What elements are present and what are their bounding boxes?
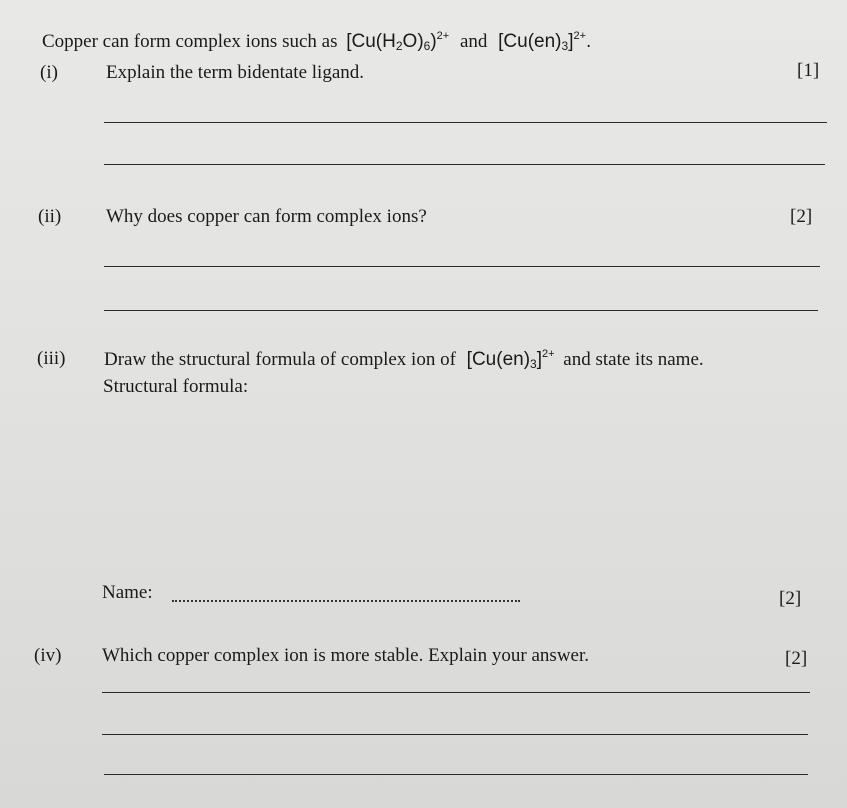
part-iii-question: Draw the structural formula of complex ion of $[Cu(en)_3]^{2+}$ and state its name. [104,348,704,371]
part-iii-number: (iii) [37,348,66,369]
name-label: Name: [102,582,153,603]
part-iv-question: Which copper complex ion is more stable. Explain your answer. [102,645,590,666]
name-answer-field[interactable] [172,600,520,602]
structural-formula-label: Structural formula: [103,376,249,397]
part-i-marks: [1] [797,60,820,81]
part-ii-question: Why does copper can form complex ions? [106,206,427,227]
intro-line [42,30,591,53]
answer-line[interactable] [104,774,808,775]
part-ii-marks: [2] [790,206,813,227]
part-iii-marks: [2] [779,588,802,609]
ion-tris-en-inline: $[Cu(en)_3]^{2+}$ [466,348,555,371]
answer-line[interactable] [102,734,808,735]
part-i-question: Explain the term bidentate ligand. [106,62,365,83]
answer-line[interactable] [104,122,827,123]
part-i-number: (i) [40,62,58,83]
part-iv-marks: [2] [785,648,808,669]
intro-text: Copper can form complex ions such as [42,31,338,52]
answer-line[interactable] [102,692,810,693]
ion-hexaaqua: $[Cu(H_2O)_6)^{2+}$ [346,30,450,53]
part-iv-number: (iv) [34,645,62,666]
answer-line[interactable] [104,310,818,311]
part-ii-number: (ii) [38,206,62,227]
answer-line[interactable] [104,266,820,267]
ion-tris-en: $[Cu(en)_3]^{2+}$. [498,30,592,53]
intro-and: and [459,31,488,52]
drawing-area[interactable] [100,410,800,570]
answer-line[interactable] [104,164,825,165]
